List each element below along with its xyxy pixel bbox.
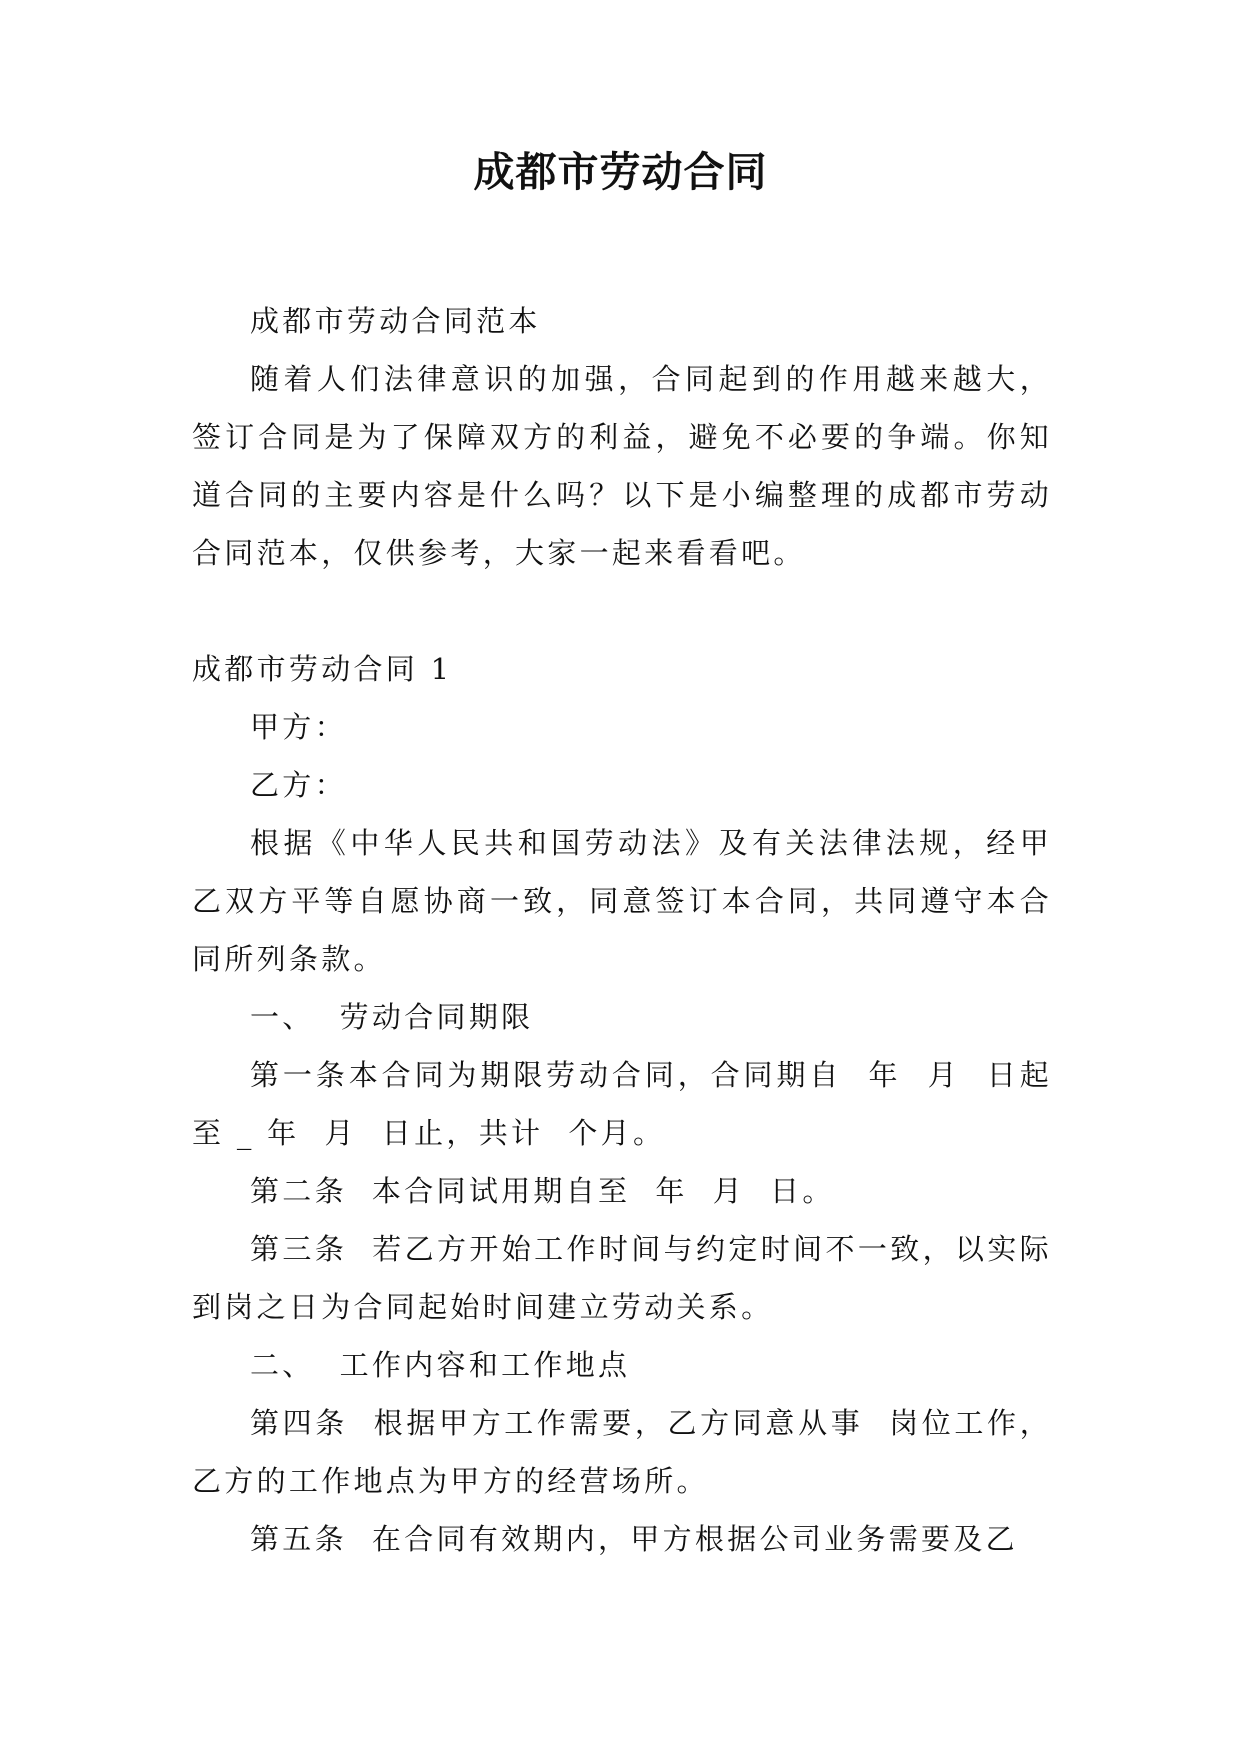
- preamble-paragraph: 根据《中华人民共和国劳动法》及有关法律法规，经甲乙双方平等自愿协商一致，同意签订本合同，共同遵守本合同所列条款。: [192, 826, 1052, 976]
- article-4: 第四条 根据甲方工作需要，乙方同意从事 岗位工作，乙方的工作地点为甲方的经营场所。: [192, 1406, 1052, 1498]
- article-5: 第五条 在合同有效期内，甲方根据公司业务需要及乙: [250, 1522, 1018, 1556]
- article-2: 第二条 本合同试用期自至 年 月 日。: [250, 1174, 835, 1208]
- article-1: 第一条本合同为期限劳动合同，合同期自 年 月 日起至 _ 年 月 日止，共计 个月。: [192, 1058, 1052, 1150]
- party-b-line: 乙方：: [250, 768, 347, 802]
- document-title: 成都市劳动合同: [473, 148, 768, 196]
- article-3: 第三条 若乙方开始工作时间与约定时间不一致，以实际到岗之日为合同起始时间建立劳动关系。: [192, 1232, 1052, 1324]
- subtitle-paragraph: 成都市劳动合同范本: [250, 304, 541, 338]
- chapter-heading-1: 一、 劳动合同期限: [250, 1000, 534, 1034]
- intro-paragraph: 随着人们法律意识的加强，合同起到的作用越来越大，签订合同是为了保障双方的利益，避免不必要的争端。你知道合同的主要内容是什么吗？以下是小编整理的成都市劳动合同范本，仅供参考，大家一起来看看吧。: [192, 362, 1052, 570]
- chapter-heading-2: 二、 工作内容和工作地点: [250, 1348, 631, 1382]
- document-body: [192, 292, 1052, 1568]
- section-heading: 成都市劳动合同 1: [192, 652, 453, 686]
- party-a-line: 甲方：: [250, 710, 347, 744]
